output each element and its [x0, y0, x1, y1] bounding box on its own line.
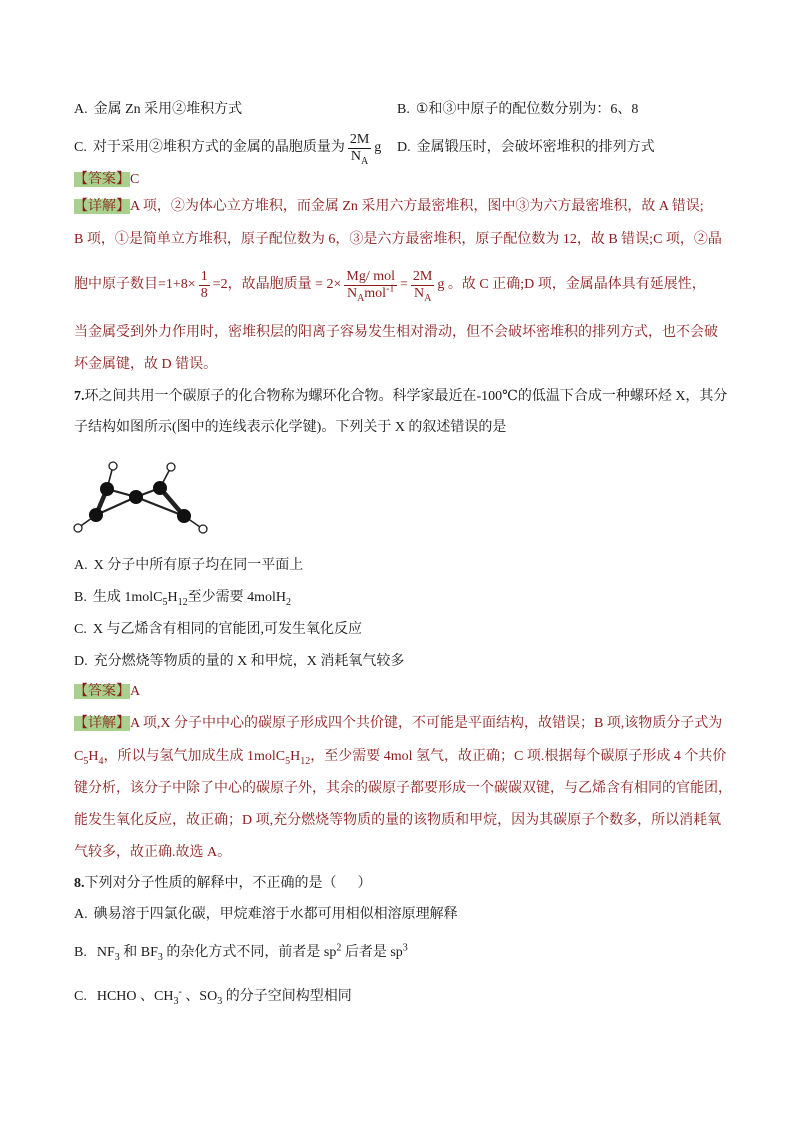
subscript: 5: [83, 755, 89, 767]
molar-mass-fraction: [344, 269, 397, 302]
q7-answer: [74, 682, 140, 702]
explanation-text: 当金属受到外力作用时，密堆积层的阳离子容易发生相对滑动，但不会破坏密堆积的排列方式，也不会破: [74, 325, 718, 340]
hydrogen-atom: [167, 463, 175, 471]
q7-explanation-line-2: [74, 747, 726, 767]
subscript: 3: [114, 951, 120, 963]
option-text: 碘易溶于四氯化碳，甲烷难溶于水都可用相似相溶原理解释: [93, 907, 458, 922]
carbon-atom: [89, 508, 103, 522]
subscript: 4: [98, 755, 104, 767]
explanation-text: C: [74, 749, 84, 764]
question-number: 7.: [74, 389, 85, 404]
explanation-tag: 【详解】: [74, 199, 130, 214]
q7-explanation-line-5: [74, 843, 231, 863]
option-text: 、SO: [181, 989, 218, 1004]
subscript: 3: [173, 995, 179, 1007]
denominator-unit: mol: [364, 285, 387, 301]
q7-stem-line-2: [74, 418, 506, 438]
denominator-subscript: A: [361, 155, 369, 167]
denominator-symbol: N: [350, 148, 362, 164]
subscript: 3: [217, 995, 223, 1007]
q8-option-a: [74, 905, 458, 925]
q8-stem: [74, 874, 372, 894]
carbon-atom: [129, 490, 143, 504]
explanation-text: H: [290, 749, 301, 764]
q7-explanation-line-3: [74, 779, 732, 799]
option-label: A.: [74, 558, 88, 573]
question-text: 子结构如图所示(图中的连线表示化学键)。下列关于 X 的叙述错误的是: [74, 420, 507, 435]
carbon-atom: [177, 509, 191, 523]
fraction-denominator: [412, 286, 433, 302]
denominator-symbol: N: [413, 285, 425, 301]
hydrogen-atom: [199, 525, 207, 533]
option-text: HCHO 、CH: [96, 989, 174, 1004]
q7-explanation-line-1: [74, 714, 722, 734]
q6-option-b: [397, 100, 638, 120]
option-text: 的分子空间构型相同: [222, 989, 352, 1004]
q6-answer: [74, 170, 139, 190]
superscript: -: [178, 986, 182, 998]
subscript: 5: [162, 596, 168, 608]
option-label: C.: [74, 989, 87, 1004]
option-text: NF: [96, 945, 115, 960]
hydrogen-atom: [74, 524, 82, 532]
q6-option-c: [74, 128, 381, 168]
denominator-subscript: A: [357, 292, 365, 304]
explanation-text: B 项，①是简单立方堆积，原子配位数为 6，③是六方最密堆积，原子配位数为 12，故 B 错误;C 项，②晶: [74, 232, 722, 247]
option-text: 充分燃烧等物质的量的 X 和甲烷，X 消耗氧气较多: [93, 654, 405, 669]
fraction-numerator: 1: [200, 268, 208, 284]
q7-stem-line-1: [74, 387, 727, 407]
superscript: 2: [336, 942, 342, 954]
carbon-atom: [153, 481, 167, 495]
cell-mass-fraction: [411, 269, 434, 302]
fraction-numerator: 2M: [412, 268, 433, 284]
q7-option-b: [74, 588, 291, 608]
q6-option-d: [397, 138, 655, 158]
explanation-text: A 项，②为体心立方堆积，而金属 Zn 采用六方最密堆积，图中③为六方最密堆积，故 A 错误;: [130, 199, 704, 214]
subscript: 3: [157, 951, 163, 963]
q6-explanation-line-3: [74, 262, 706, 308]
answer-tag: 【答案】: [74, 172, 130, 187]
explanation-text: =2，故晶胞质量 = 2×: [212, 277, 342, 292]
option-label: A.: [74, 907, 88, 922]
option-text: X 与乙烯含有相同的官能团,可发生氧化反应: [92, 622, 362, 637]
q7-option-d: [74, 652, 404, 672]
question-text: 环之间共用一个碳原子的化合物称为螺环化合物。科学家最近在-100℃的低温下合成一种螺环烃 X，其分: [84, 389, 728, 404]
option-label: B.: [397, 102, 410, 117]
option-text: 对于采用②堆积方式的金属的晶胞质量为: [92, 140, 345, 155]
option-label: D.: [397, 140, 411, 155]
option-text: 生成 1molC: [92, 590, 163, 605]
explanation-text: 键分析，该分子中除了中心的碳原子外，其余的碳原子都要形成一个碳碳双键，与乙烯含有相同的官能团，: [74, 781, 732, 796]
denominator-subscript: A: [424, 292, 432, 304]
superscript: 3: [402, 942, 408, 954]
answer-blank: （ ）: [322, 876, 372, 891]
subscript: 2: [285, 596, 291, 608]
explanation-tag: 【详解】: [74, 716, 130, 731]
option-label: B.: [74, 590, 87, 605]
q6-explanation-line-2: [74, 230, 722, 250]
option-label: A.: [74, 102, 88, 117]
explanation-text: 能发生氧化反应，故正确；D 项,充分燃烧等物质的量的该物质和甲烷，因为其碳原子个数多，所以消耗氧: [74, 813, 722, 828]
option-label: C.: [74, 622, 87, 637]
question-number: 8.: [74, 876, 85, 891]
q7-option-c: [74, 620, 362, 640]
option-text: 金属 Zn 采用②堆积方式: [93, 102, 243, 117]
option-text: 至少需要 4molH: [187, 590, 286, 605]
explanation-text: 气较多，故正确.故选 A。: [74, 845, 232, 860]
option-label: C.: [74, 140, 87, 155]
cell-mass-fraction: [348, 132, 371, 165]
explanation-text: H: [88, 749, 99, 764]
q7-explanation-line-4: [74, 811, 721, 831]
option-text: H: [167, 590, 178, 605]
spiro-molecule-structure: [70, 455, 220, 540]
explanation-text: ，至少需要 4mol 氢气，故正确；C 项.根据每个碳原子形成 4 个共价: [310, 749, 727, 764]
fraction-numerator: Mg/ mol: [346, 268, 395, 284]
subscript: 12: [177, 596, 188, 608]
unit-text: g: [374, 140, 382, 155]
option-label: D.: [74, 654, 88, 669]
explanation-text: A 项,X 分子中中心的碳原子形成四个共价键，不可能是平面结构，故错误；B 项,该物质分子式为: [130, 716, 723, 731]
q8-option-c: [74, 987, 352, 1007]
explanation-text: ，所以与氢气加成生成 1molC: [103, 749, 286, 764]
subscript: 12: [300, 755, 311, 767]
answer-tag: 【答案】: [74, 684, 130, 699]
explanation-text: g 。故 C 正确;D 项，金属晶体具有延展性，: [437, 277, 706, 292]
q6-explanation-line-1: [74, 197, 704, 217]
hydrogen-atom: [109, 462, 117, 470]
option-text: X 分子中所有原子均在同一平面上: [93, 558, 304, 573]
denominator-superscript: -1: [386, 282, 395, 294]
explanation-text: 坏金属键，故 D 错误。: [74, 357, 218, 372]
q6-option-a: [74, 100, 242, 120]
denominator-symbol: N: [346, 285, 358, 301]
atom-count-fraction: [199, 269, 210, 302]
q6-explanation-line-5: [74, 355, 217, 375]
answer-value: C: [130, 172, 140, 187]
q7-option-a: [74, 556, 303, 576]
fraction-denominator: 8: [200, 285, 208, 301]
option-text: 后者是 sp: [341, 945, 403, 960]
carbon-atom: [100, 482, 114, 496]
equals-sign: =: [400, 277, 408, 292]
option-text: 金属锻压时，会破坏密堆积的排列方式: [416, 140, 655, 155]
fraction-denominator: [345, 282, 396, 304]
question-text: 下列对分子性质的解释中，不正确的是: [84, 876, 323, 891]
q8-option-b: [74, 943, 408, 963]
answer-value: A: [130, 684, 141, 699]
explanation-text: 胞中原子数目=1+8×: [74, 277, 196, 292]
fraction-denominator: [349, 149, 370, 165]
subscript: 5: [285, 755, 291, 767]
option-label: B.: [74, 945, 87, 960]
q6-explanation-line-4: [74, 323, 718, 343]
option-text: ①和③中原子的配位数分别为：6、8: [415, 102, 639, 117]
option-text: 和 BF: [119, 945, 158, 960]
fraction-numerator: 2M: [349, 131, 370, 147]
option-text: 的杂化方式不同，前者是 sp: [162, 945, 337, 960]
